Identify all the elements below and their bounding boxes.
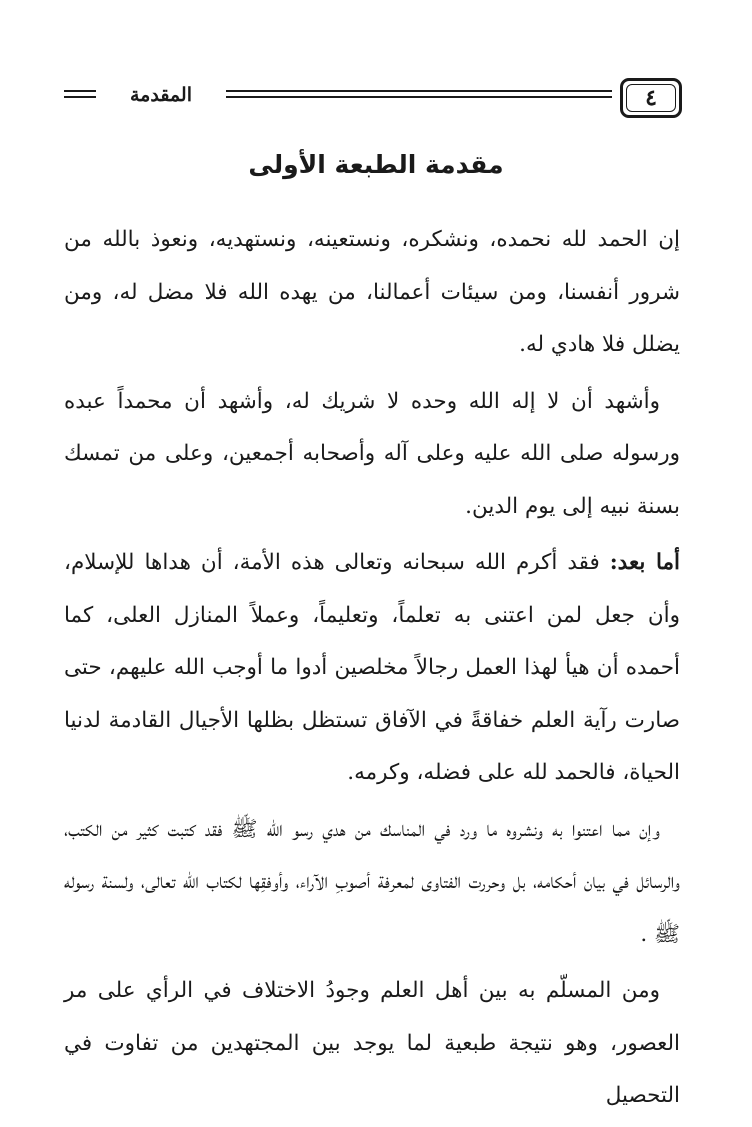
paragraph-text: وإن مما اعتنوا به ونشروه ما ورد في المناسك من هدي رسو الله ﷺ فقد كتبت كثير من الكتب، والرسائل في بيان أحكامه، بل وحررت الفتاوى لمعرفة أصوبِ الآراء، وأوفقِها لكتاب الله تعالى، ولسنة رسوله ﷺ . — [64, 816, 680, 947]
paragraph — [64, 214, 680, 372]
paragraph — [64, 804, 680, 962]
paragraph-text: إن الحمد لله نحمده، ونشكره، ونستعينه، ونستهديه، ونعوذ بالله من شرور أنفسنا، ومن سيئات أعمالنا، من يهده الله فلا مضل له، ومن يضلل فلا هادي له. — [64, 227, 680, 357]
section-heading: مقدمة الطبعة الأولى — [248, 150, 504, 179]
running-title: المقدمة — [129, 84, 192, 106]
body-text — [64, 214, 680, 1127]
paragraph — [64, 965, 680, 1123]
running-header — [64, 78, 684, 120]
page-number: ٤ — [645, 85, 657, 111]
paragraph — [64, 376, 680, 534]
page-number-box — [620, 78, 682, 118]
paragraph-text: فقد أكرم الله سبحانه وتعالى هذه الأمة، أن هداها للإسلام، وأن جعل لمن اعتنى به تعلماً، وتعليماً، وعملاً المنازل العلى، كما أحمده أن هيأ لهذا العمل رجالاً مخلصين أدوا ما أوجب الله عليهم، حتى صارت رآية العلم خفاقةً في الآفاق تستظل بظلها الأجيال القادمة لدنيا الحياة، فالحمد لله على فضله، وكرمه. — [64, 550, 680, 785]
paragraph-text: وأشهد أن لا إله الله وحده لا شريك له، وأشهد أن محمداً عبده ورسوله صلى الله عليه وعلى آله وأصحابه أجمعين، وعلى من تمسك بسنة نبيه إلى يوم الدين. — [64, 388, 680, 519]
header-rule-left — [64, 90, 96, 104]
paragraph — [64, 537, 680, 800]
header-rule-middle — [226, 90, 612, 104]
paragraph-text: ومن المسلّم به بين أهل العلم وجودُ الاختلاف في الرأي على مر العصور، وهو نتيجة طبعية لما يوجد بين المجتهدين من تفاوت في التحصيل — [64, 978, 680, 1108]
paragraph-lead: أما بعد: — [609, 550, 680, 575]
